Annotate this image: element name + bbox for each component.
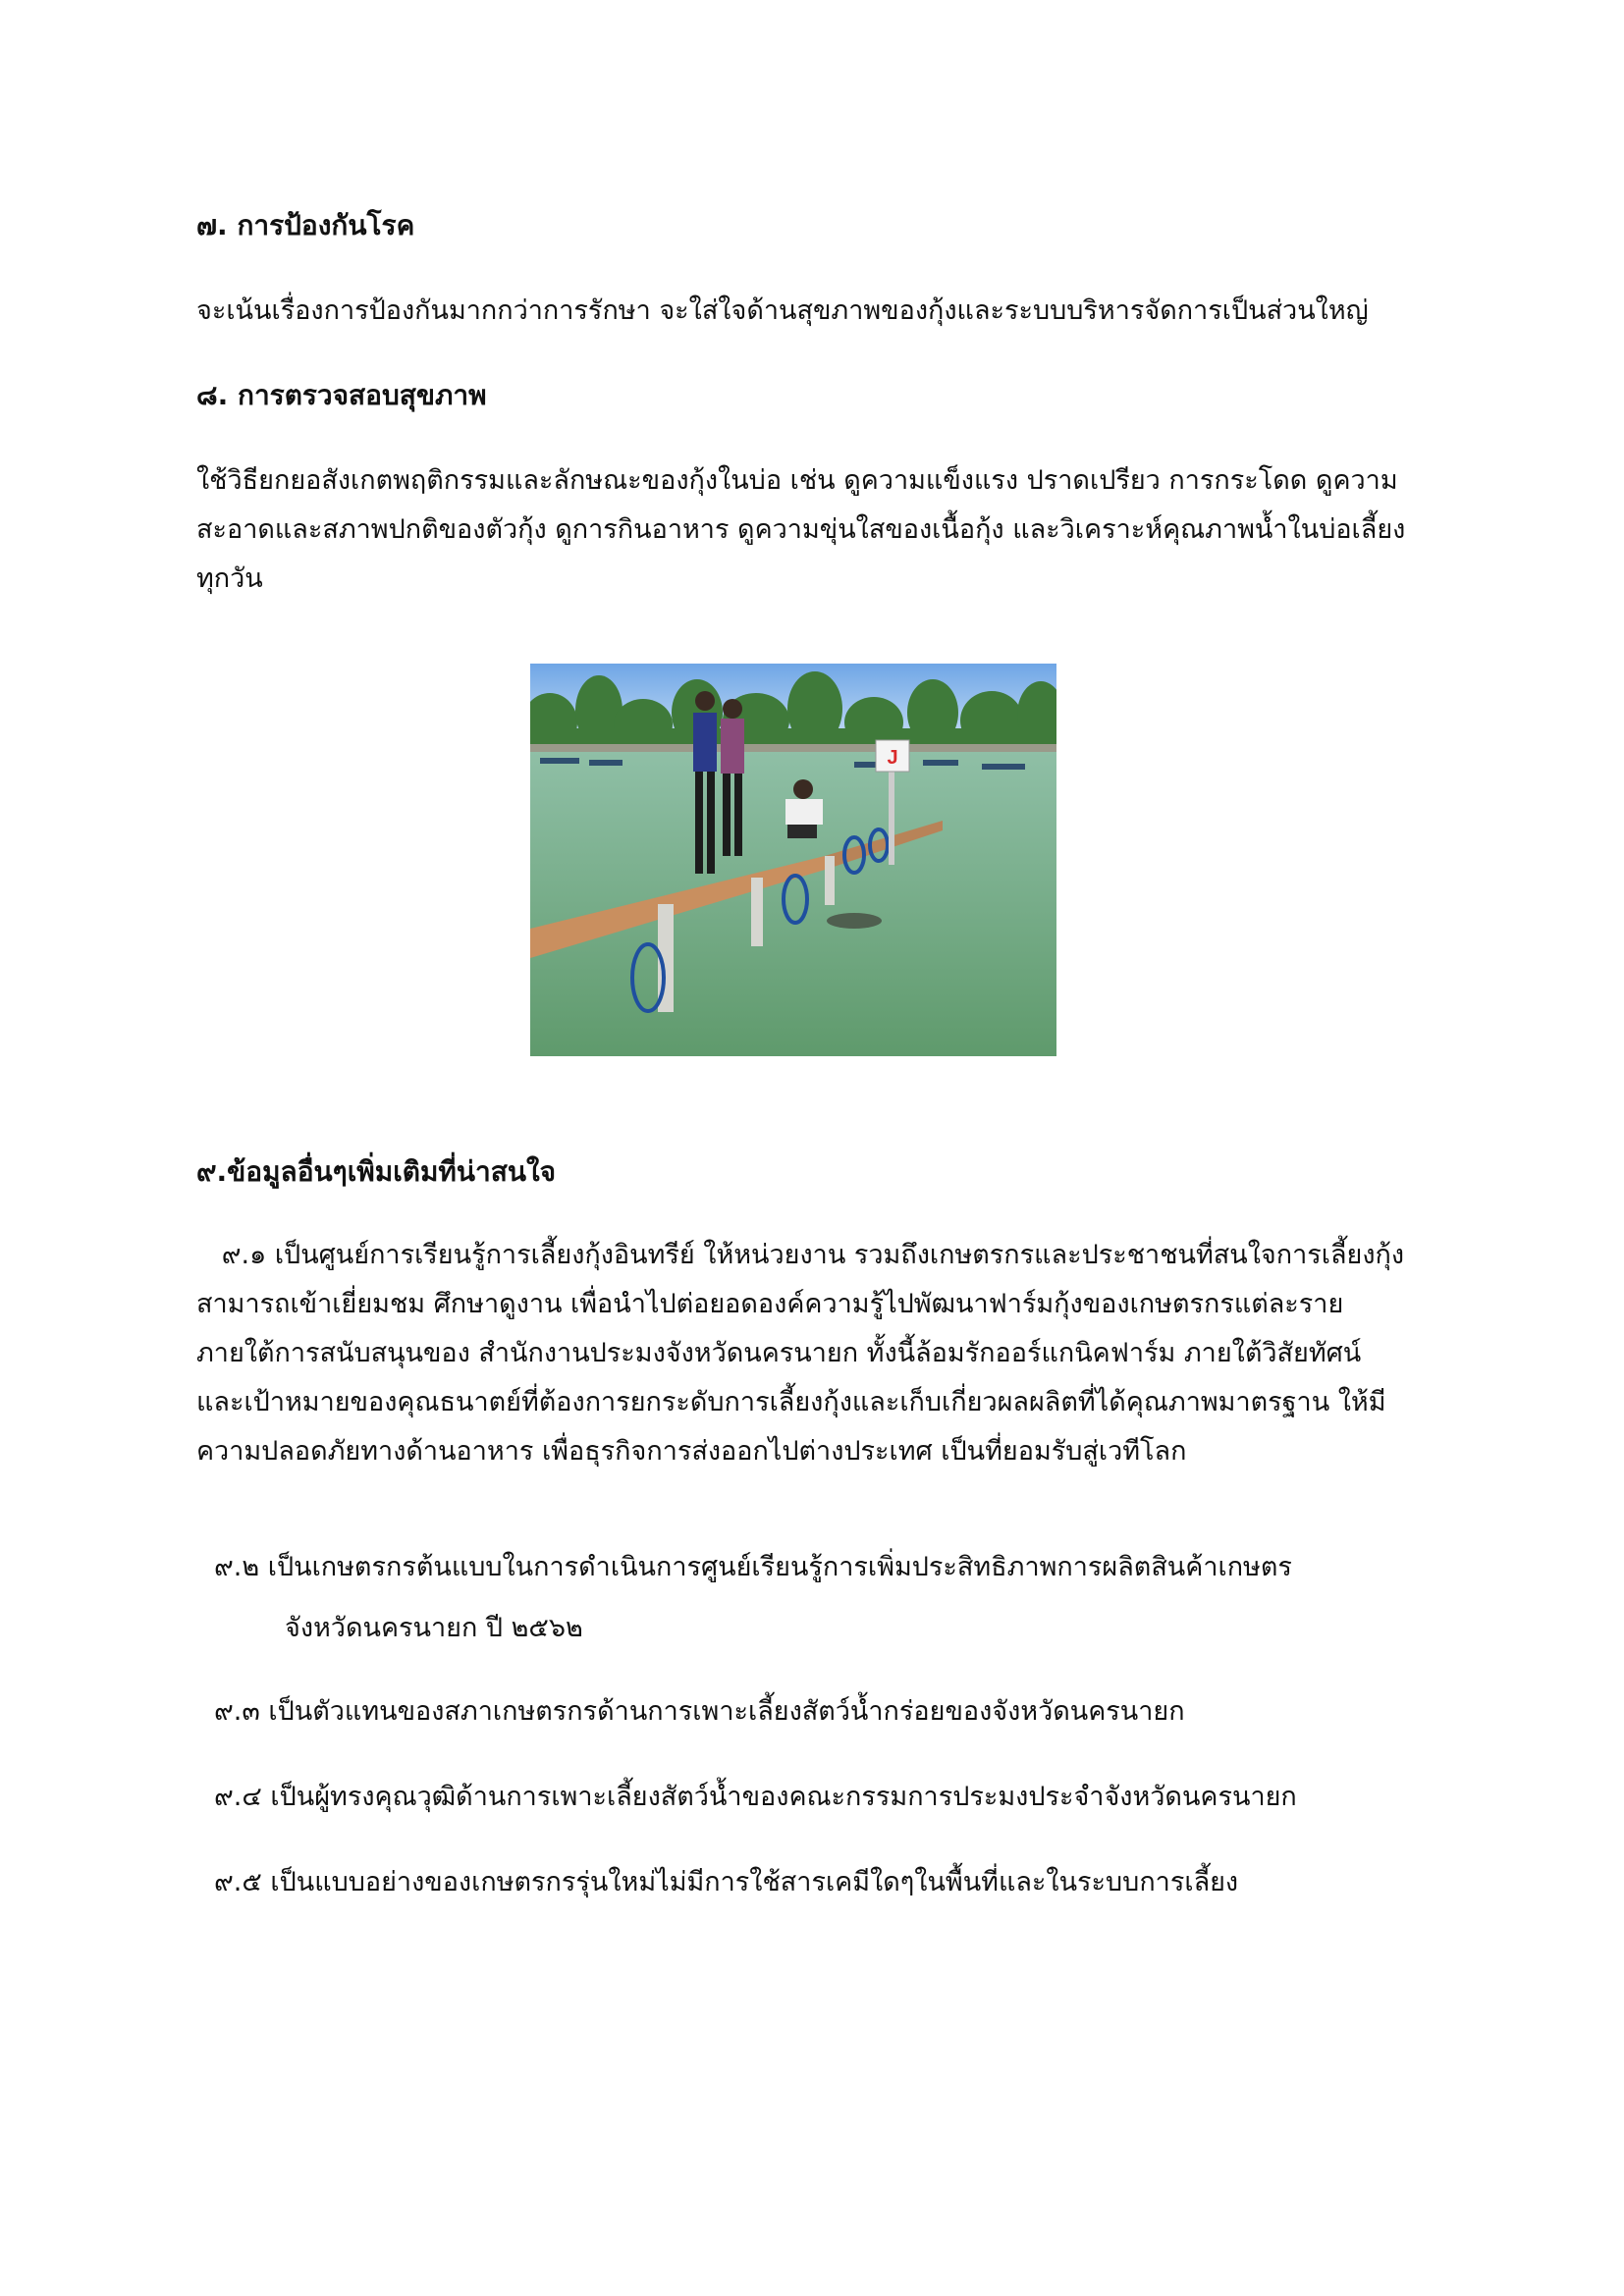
section-9-1-line: ๙.๑ เป็นศูนย์การเรียนรู้การเลี้ยงกุ้งอินทรีย์ ให้หน่วยงาน รวมถึงเกษตรกรและประชาชนที่สนใจการเลี้ยงกุ้ง (196, 1240, 1405, 1270)
section-7-heading: ๗. การป้องกันโรค (196, 209, 415, 241)
section-9-2-line-2: จังหวัดนครนายก ปี ๒๕๖๒ (285, 1613, 583, 1643)
section-7-body (196, 287, 1435, 336)
section-9-1-line: และเป้าหมายของคุณธนาตย์ที่ต้องการยกระดับการเลี้ยงกุ้งและเก็บเกี่ยวผลผลิตที่ได้คุณภาพมาตรฐาน ให้มี (196, 1387, 1386, 1417)
section-8-heading: ๘. การตรวจสอบสุขภาพ (196, 379, 487, 411)
section-9-3: ๙.๓ เป็นตัวแทนของสภาเกษตรกรด้านการเพาะเลี้ยงสัตว์น้ำกร่อยของจังหวัดนครนายก (214, 1696, 1185, 1727)
section-9-2-line-1: ๙.๒ เป็นเกษตรกรต้นแบบในการดำเนินการศูนย์เรียนรู้การเพิ่มประสิทธิภาพการผลิตสินค้าเกษตร (214, 1552, 1292, 1582)
section-9-1-line: ภายใต้การสนับสนุนของ สำนักงานประมงจังหวัดนครนายก ทั้งนี้ล้อมรักออร์แกนิคฟาร์ม ภายใต้วิสัยทัศน์ (196, 1338, 1362, 1368)
section-9-1-line: ความปลอดภัยทางด้านอาหาร เพื่อธุรกิจการส่งออกไปต่างประเทศ เป็นที่ยอมรับสู่เวทีโลก (196, 1436, 1187, 1467)
pond-bank (530, 744, 1056, 752)
section-8-line: ใช้วิธียกยอสังเกตพฤติกรรมและลักษณะของกุ้งในบ่อ เช่น ดูความแข็งแรง ปราดเปรียว การกระโดด ดูความ (196, 465, 1398, 496)
section-8-line: สะอาดและสภาพปกติของตัวกุ้ง ดูการกินอาหาร ดูความขุ่นใสของเนื้อกุ้ง และวิเคราะห์คุณภาพน้ำในบ่อเลี้ยง (196, 514, 1406, 545)
section-7-line: จะเน้นเรื่องการป้องกันมากกว่าการรักษา จะใส่ใจด้านสุขภาพของกุ้งและระบบบริหารจัดการเป็นส่วนใหญ่ (196, 295, 1369, 326)
section-9-5: ๙.๕ เป็นแบบอย่างของเกษตรกรรุ่นใหม่ไม่มีการใช้สารเคมีใดๆในพื้นที่และในระบบการเลี้ยง (214, 1867, 1239, 1897)
section-8-body (196, 456, 1435, 604)
sign-label: J (887, 747, 898, 769)
section-8-line: ทุกวัน (196, 563, 263, 594)
shrimp-farm-photo (530, 664, 1056, 1056)
feeding-tray (827, 913, 882, 929)
section-9-1-line: สามารถเข้าเยี่ยมชม ศึกษาดูงาน เพื่อนำไปต่อยอดองค์ความรู้ไปพัฒนาฟาร์มกุ้งของเกษตรกรแต่ละราย (196, 1289, 1344, 1319)
pond-water (530, 752, 1056, 1056)
section-9-4: ๙.๔ เป็นผู้ทรงคุณวุฒิด้านการเพาะเลี้ยงสัตว์น้ำของคณะกรรมการประมงประจำจังหวัดนครนายก (214, 1782, 1297, 1812)
section-9-1-body (196, 1231, 1435, 1476)
section-9-heading: ๙.ข้อมูลอื่นๆเพิ่มเติมที่น่าสนใจ (196, 1155, 557, 1188)
shrimp-farm-illustration (530, 664, 1056, 1056)
